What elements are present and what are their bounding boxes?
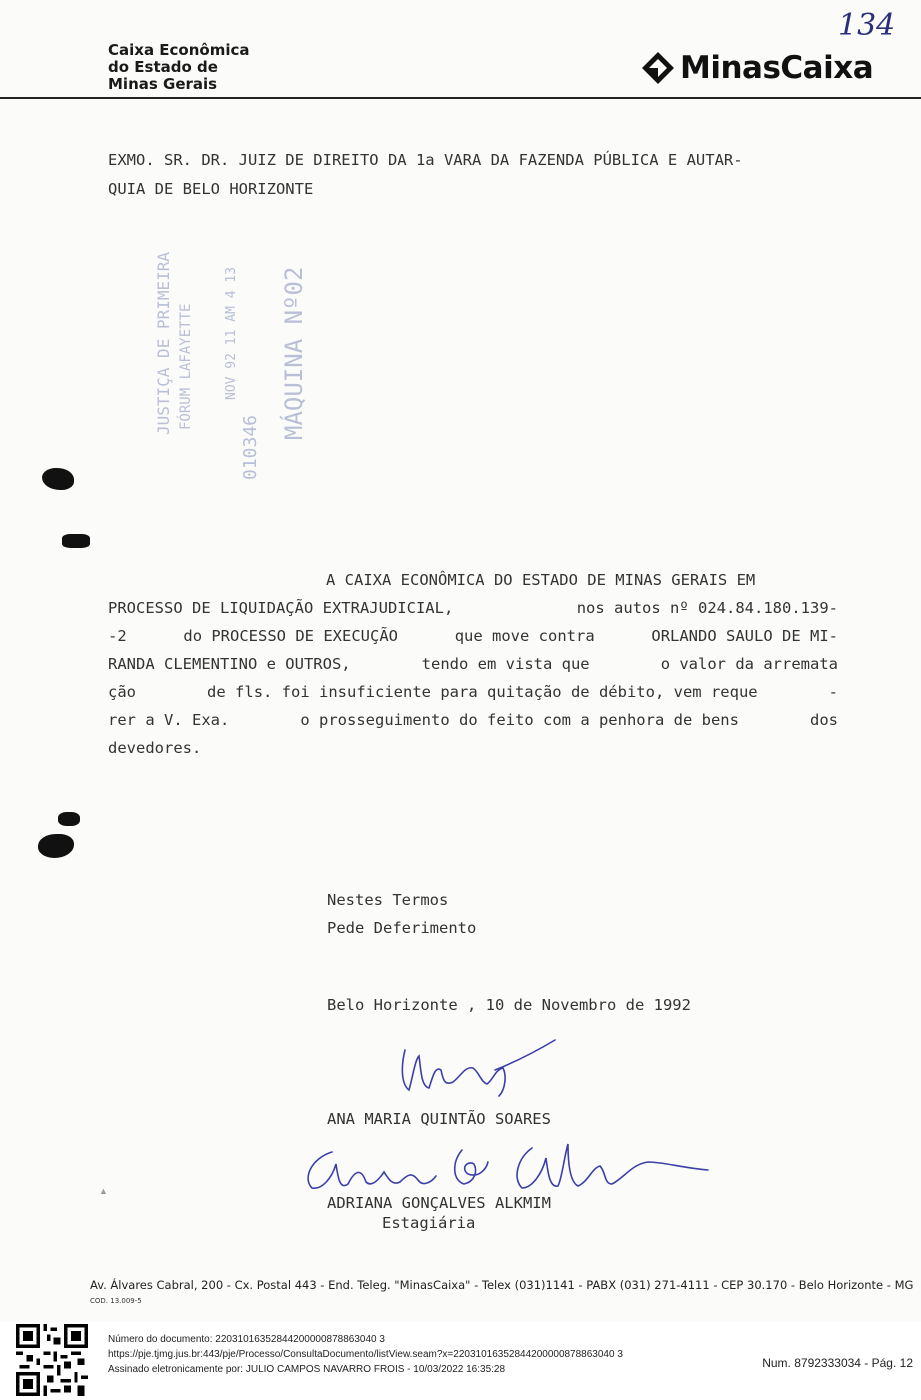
addressee-line-1: EXMO. SR. DR. JUIZ DE DIREITO DA 1a VARA DA FAZENDA PÚBLICA E AUTAR-: [108, 151, 743, 169]
footer-form-code: COD. 13.009-5: [90, 1297, 142, 1305]
addressee-block: [108, 146, 743, 204]
electronic-signature-info: [108, 1332, 623, 1377]
qr-code-icon: [16, 1324, 88, 1396]
body-line-2: PROCESSO DE LIQUIDAÇÃO EXTRAJUDICIAL, nos autos nº 024.84.180.139-: [108, 599, 838, 617]
footer-address: Av. Álvares Cabral, 200 - Cx. Postal 443 - End. Teleg. "MinasCaixa" - Telex (031)1141 - PABX (031) 271-4111 - CEP 30.170 - Belo Horizonte - MG: [90, 1278, 914, 1292]
signed-by: Assinado eletronicamente por: JULIO CAMPOS NAVARRO FROIS - 10/03/2022 16:35:28: [108, 1364, 506, 1375]
header-divider: [0, 97, 921, 99]
ink-blot-1: [42, 468, 74, 490]
handwritten-page-number: 134: [838, 8, 896, 43]
logo-wordmark: MinasCaixa: [680, 50, 874, 86]
document-url[interactable]: https://pje.tjmg.jus.br:443/pje/Processo/ConsultaDocumento/listView.seam?x=22031016352844200000878863040 3: [108, 1349, 623, 1360]
date-line: Belo Horizonte , 10 de Novembro de 1992: [327, 996, 691, 1014]
body-line-1: A CAIXA ECONÔMICA DO ESTADO DE MINAS GERAIS EM: [326, 571, 756, 589]
stamp-line-1: JUSTIÇA DE PRIMEIRA: [154, 251, 173, 435]
signature-1-scribble: [395, 1036, 565, 1100]
addressee-line-2: QUIA DE BELO HORIZONTE: [108, 180, 314, 198]
ink-blot-2: [62, 534, 90, 548]
org-line-2: do Estado de: [108, 58, 218, 76]
protocol-stamp: [140, 200, 330, 490]
closing-block: [327, 886, 476, 942]
small-triangle-mark: ▲: [99, 1186, 108, 1196]
signer-2-role: Estagiária: [382, 1214, 476, 1232]
body-line-4: RANDA CLEMENTINO e OUTROS, tendo em vista que o valor da arremata: [108, 655, 838, 673]
org-line-3: Minas Gerais: [108, 75, 218, 93]
minascaixa-logo: [640, 50, 873, 86]
body-line-7: devedores.: [108, 739, 202, 757]
petition-body: [108, 566, 838, 762]
page-reference: Num. 8792333034 - Pág. 12: [762, 1356, 913, 1370]
body-line-3: -2 do PROCESSO DE EXECUÇÃO que move contra ORLANDO SAULO DE MI-: [108, 627, 838, 645]
signer-2-name: ADRIANA GONÇALVES ALKMIM: [327, 1194, 551, 1212]
stamp-line-4: MÁQUINA Nº02: [280, 266, 308, 440]
letterhead-organization: [108, 42, 250, 93]
signer-1-name: ANA MARIA QUINTÃO SOARES: [327, 1110, 551, 1128]
stamp-line-2: FÓRUM LAFAYETTE: [178, 303, 194, 430]
signature-2-scribble: [292, 1138, 722, 1200]
stamp-line-3: NOV 92 11 AM 4 13: [224, 266, 239, 400]
ink-blot-3: [58, 812, 80, 826]
minascaixa-diamond-logo-icon: [640, 50, 676, 86]
closing-line-1: Nestes Termos: [327, 891, 449, 909]
stamp-line-5: 010346: [240, 414, 261, 480]
ink-blot-4: [38, 834, 74, 858]
body-line-6: rer a V. Exa. o prosseguimento do feito com a penhora de bens dos: [108, 711, 838, 729]
document-number: Número do documento: 22031016352844200000878863040 3: [108, 1334, 385, 1345]
body-line-5: ção de fls. foi insuficiente para quitação de débito, vem reque -: [108, 683, 838, 701]
closing-line-2: Pede Deferimento: [327, 919, 477, 937]
org-line-1: Caixa Econômica: [108, 41, 250, 59]
